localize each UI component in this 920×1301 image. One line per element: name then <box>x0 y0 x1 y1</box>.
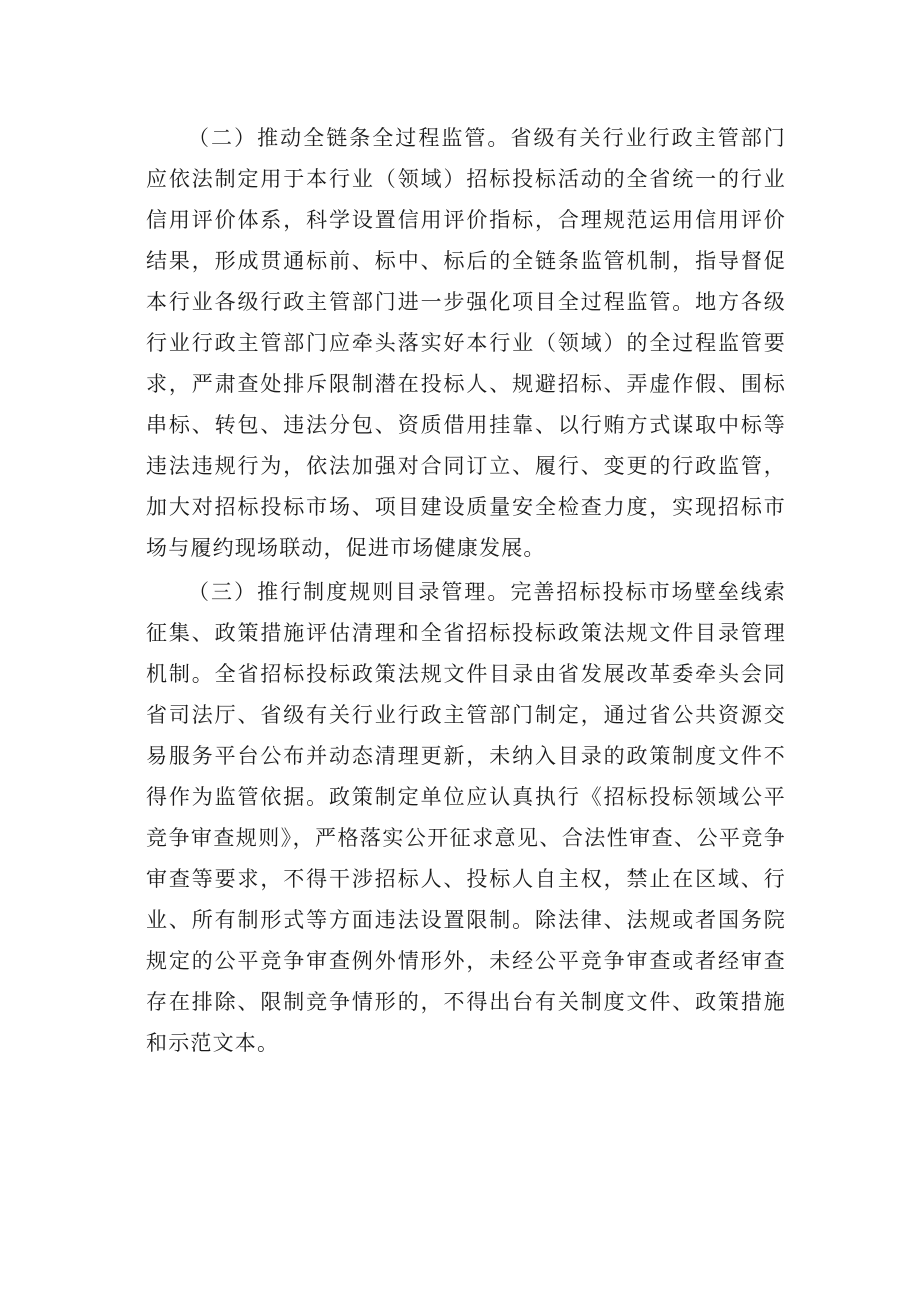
paragraph-rules-catalog-management: （三）推行制度规则目录管理。完善招标投标市场壁垒线索征集、政策措施评估清理和全省招标投标政策法规文件目录管理机制。全省招标投标政策法规文件目录由省发展改革委牵头会同省司法厅、省级有关行业行政主管部门制定，通过省公共资源交易服务平台公布并动态清理更新，未纳入目录的政策制度文件不得作为监管依据。政策制定单位应认真执行《招标投标领域公平竞争审查规则》，严格落实公开征求意见、合法性审查、公平竞争审查等要求，不得干涉招标人、投标人自主权，禁止在区域、行业、所有制形式等方面违法设置限制。除法律、法规或者国务院规定的公平竞争审查例外情形外，未经公平竞争审查或者经审查存在排除、限制竞争情形的，不得出台有关制度文件、政策措施和示范文本。 <box>146 580 786 1055</box>
paragraph-full-chain-supervision: （二）推动全链条全过程监管。省级有关行业行政主管部门应依法制定用于本行业（领域）招标投标活动的全省统一的行业信用评价体系，科学设置信用评价指标，合理规范运用信用评价结果，形成贯通标前、标中、标后的全链条监管机制，指导督促本行业各级行政主管部门进一步强化项目全过程监管。地方各级行业行政主管部门应牵头落实好本行业（领域）的全过程监管要求，严肃查处排斥限制潜在投标人、规避招标、弄虚作假、围标串标、转包、违法分包、资质借用挂靠、以行贿方式谋取中标等违法违规行为，依法加强对合同订立、履行、变更的行政监管，加大对招标投标市场、项目建设质量安全检查力度，实现招标市场与履约现场联动，促进市场健康发展。 <box>146 126 786 560</box>
document-body <box>146 118 786 1064</box>
